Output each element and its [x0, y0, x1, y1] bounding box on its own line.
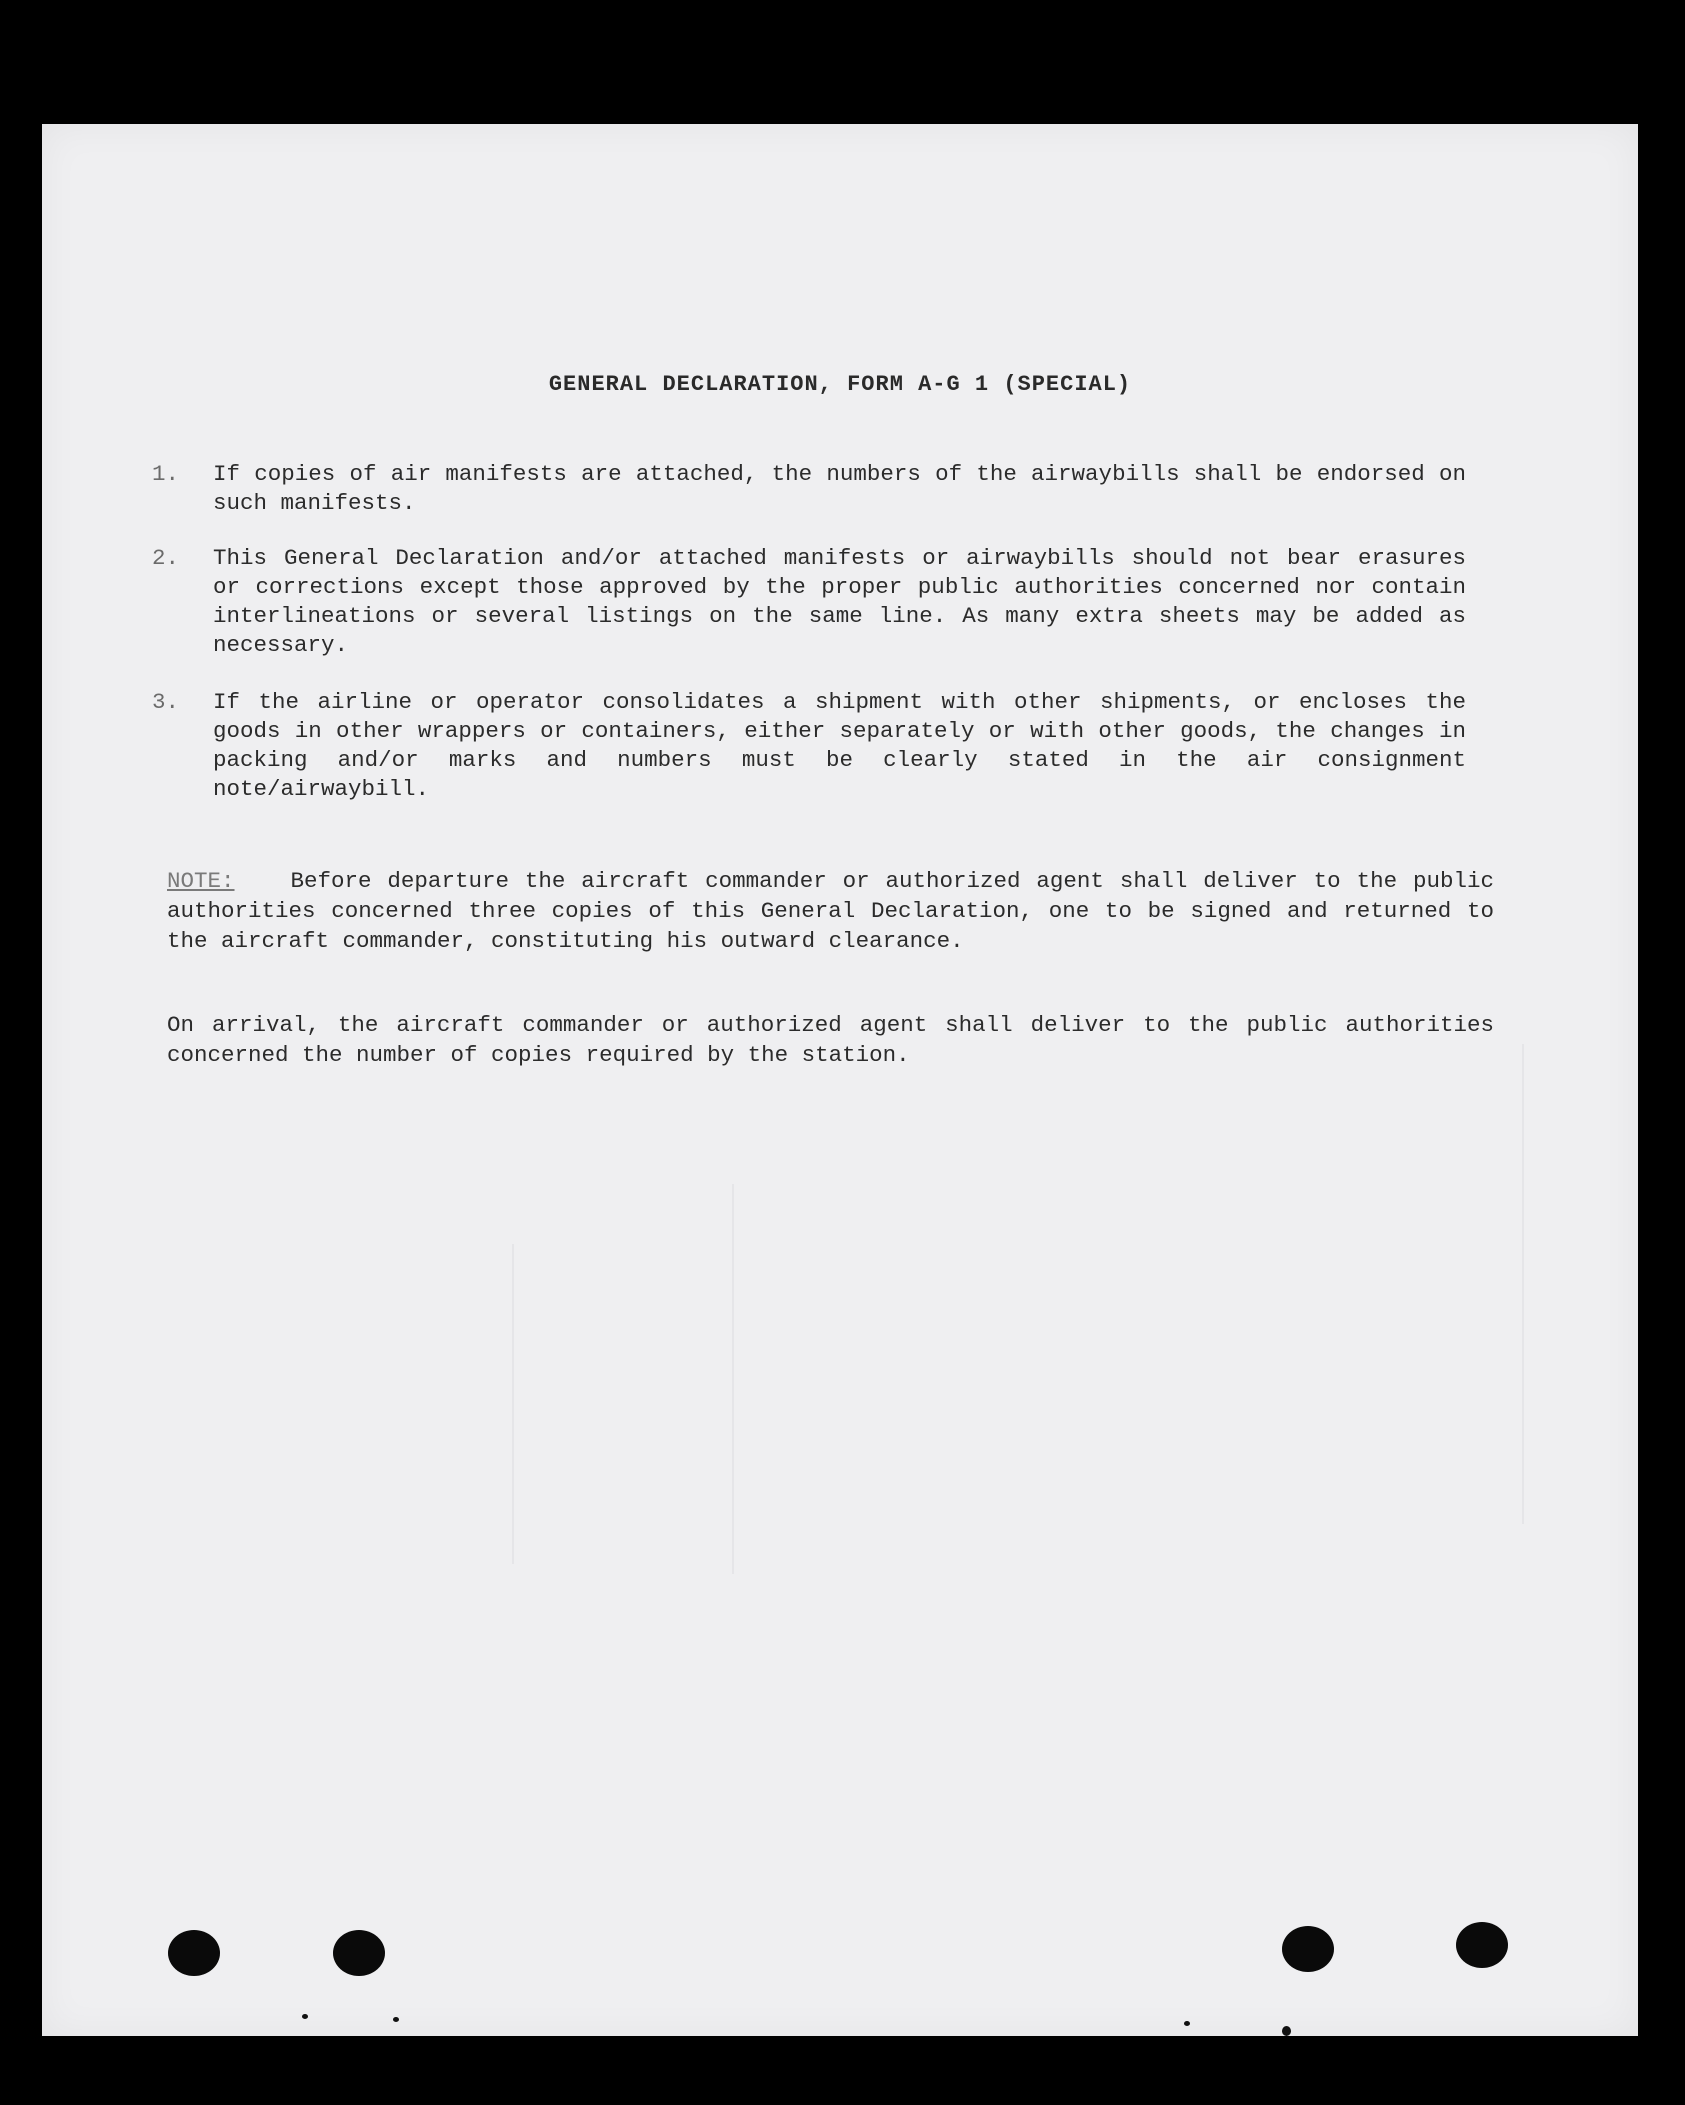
ink-speck	[1282, 2026, 1291, 2036]
item-text: This General Declaration and/or attached manifests or airwaybills should not bear erasures or corrections except those approved by the proper public authorities concerned nor contain interlineations or several listings on the same line. As many extra sheets may be added as necessary.	[213, 545, 1466, 658]
punch-hole	[1456, 1922, 1508, 1968]
punch-hole	[1282, 1926, 1334, 1972]
bleed-through-mark	[512, 1244, 514, 1564]
note-label: NOTE:	[167, 868, 235, 894]
ink-speck	[302, 2014, 308, 2019]
item-number: 3.	[152, 689, 180, 715]
ink-speck	[1184, 2021, 1190, 2026]
item-text: If the airline or operator consolidates a shipment with other shipments, or encloses the goods in other wrappers or containers, either separately or with other goods, the changes in packing and/or marks and numbers must be clearly stated in the air consignment note/airwaybill.	[213, 689, 1466, 802]
paper-sheet	[42, 124, 1638, 2036]
punch-hole	[333, 1930, 385, 1976]
arrival-note: On arrival, the aircraft commander or authorized agent shall deliver to the public authorities concerned the number of copies required by the station.	[167, 1012, 1494, 1068]
item-number: 2.	[152, 545, 180, 571]
document-title: GENERAL DECLARATION, FORM A-G 1 (SPECIAL)	[548, 372, 1132, 397]
departure-note-text: Before departure the aircraft commander or authorized agent shall deliver to the public authorities concerned three copies of this General Declaration, one to be signed and returned to the aircraft commander, constituting his outward clearance.	[167, 868, 1494, 954]
departure-note	[167, 866, 1494, 956]
item-number: 1.	[152, 461, 180, 487]
punch-hole	[168, 1930, 220, 1976]
bleed-through-mark	[1522, 1044, 1524, 1524]
bleed-through-mark	[732, 1184, 734, 1574]
ink-speck	[393, 2017, 399, 2022]
item-text: If copies of air manifests are attached, the numbers of the airwaybills shall be endorsed on such manifests.	[213, 461, 1466, 516]
